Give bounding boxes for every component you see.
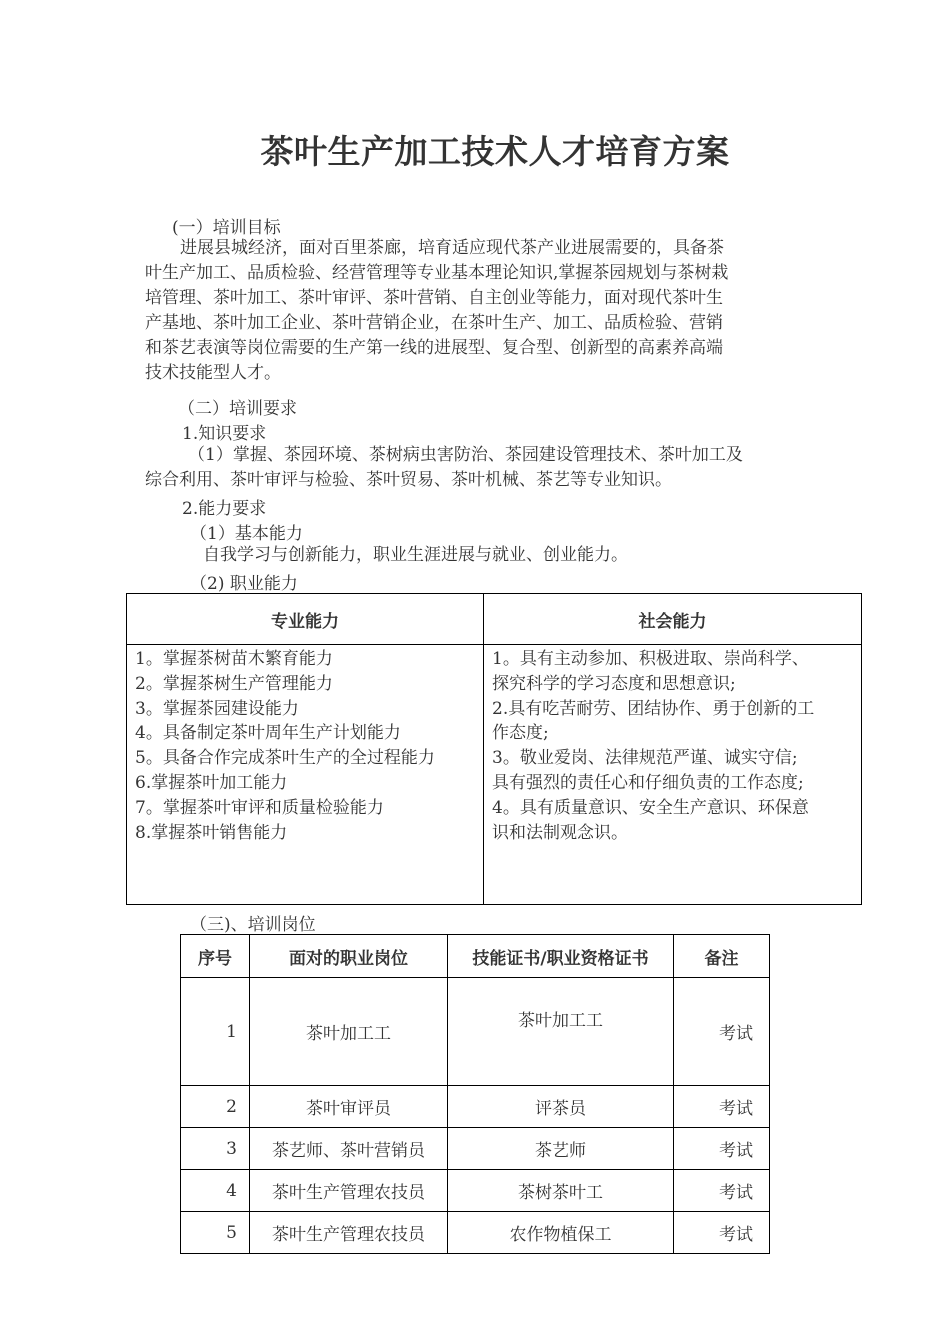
- paragraph-line: 和茶艺表演等岗位需要的生产第一线的进展型、复合型、创新型的高素养高端: [145, 338, 723, 358]
- paragraph-line: 培管理、茶叶加工、茶叶审评、茶叶营销、自主创业等能力，面对现代茶叶生: [145, 288, 723, 308]
- certificate: 茶叶加工工: [448, 978, 674, 1086]
- job-post: 茶叶加工工: [250, 978, 448, 1086]
- table-header: 备注: [674, 935, 770, 978]
- list-item: 2。掌握茶树生产管理能力: [135, 673, 333, 694]
- paragraph-line: 技术技能型人才。: [145, 363, 281, 383]
- subheading-basic-ability: （1）基本能力: [190, 524, 303, 544]
- job-post: 茶叶审评员: [250, 1086, 448, 1128]
- professional-abilities-cell: [127, 645, 484, 905]
- list-item: 3。掌握茶园建设能力: [135, 698, 299, 719]
- certificate: 茶艺师: [448, 1128, 674, 1170]
- paragraph-line: （1）掌握、茶园环境、茶树病虫害防治、茶园建设管理技术、茶叶加工及: [188, 445, 743, 465]
- paragraph-line: 综合利用、茶叶审评与检验、茶叶贸易、茶叶机械、茶艺等专业知识。: [145, 470, 672, 490]
- list-item: 具有强烈的责任心和仔细负责的工作态度;: [492, 772, 804, 793]
- table-header: 技能证书/职业资格证书: [448, 935, 674, 978]
- list-item: 6.掌握茶叶加工能力: [135, 772, 288, 793]
- list-item: 作态度;: [492, 723, 549, 744]
- list-item: 1。具有主动参加、积极进取、崇尚科学、: [492, 649, 809, 669]
- paragraph-line: 产基地、茶叶加工企业、茶叶营销企业，在茶叶生产、加工、品质检验、营销: [145, 313, 723, 333]
- abilities-table: [126, 593, 862, 905]
- table-header: 专业能力: [127, 594, 484, 645]
- table-row: [181, 1212, 770, 1254]
- document-title: 茶叶生产加工技术人才培育方案: [260, 132, 730, 171]
- certificate: 农作物植保工: [448, 1212, 674, 1254]
- note: 考试: [674, 1170, 770, 1212]
- section-heading-training-goal: (一）培训目标: [172, 218, 281, 238]
- row-number: 5: [181, 1212, 250, 1254]
- table-row: [181, 1086, 770, 1128]
- table-header: 序号: [181, 935, 250, 978]
- subheading-ability: 2.能力要求: [182, 499, 267, 519]
- section-heading-training-requirements: （二）培训要求: [178, 399, 297, 419]
- section-heading-training-posts: （三)、培训岗位: [190, 915, 316, 935]
- table-header: 社会能力: [484, 594, 862, 645]
- certificate: 茶树茶叶工: [448, 1170, 674, 1212]
- certificate: 评茶员: [448, 1086, 674, 1128]
- paragraph-line: 自我学习与创新能力，职业生涯进展与就业、创业能力。: [203, 545, 628, 565]
- subheading-professional-ability: （2) 职业能力: [190, 574, 298, 594]
- row-number: 2: [181, 1086, 250, 1128]
- posts-table: [180, 934, 770, 1254]
- table-row: [181, 1170, 770, 1212]
- table-row: [181, 978, 770, 1086]
- job-post: 茶叶生产管理农技员: [250, 1170, 448, 1212]
- row-number: 3: [181, 1128, 250, 1170]
- row-number: 4: [181, 1170, 250, 1212]
- list-item: 识和法制观念识。: [492, 822, 628, 843]
- row-number: 1: [181, 978, 250, 1086]
- table-header: 面对的职业岗位: [250, 935, 448, 978]
- job-post: 茶叶生产管理农技员: [250, 1212, 448, 1254]
- job-post: 茶艺师、茶叶营销员: [250, 1128, 448, 1170]
- list-item: 4。具备制定茶叶周年生产计划能力: [135, 723, 401, 744]
- list-item: 7。掌握茶叶审评和质量检验能力: [135, 797, 384, 818]
- subheading-knowledge: 1.知识要求: [182, 424, 267, 444]
- paragraph-line: 叶生产加工、品质检验、经营管理等专业基本理论知识,掌握茶园规划与茶树栽: [145, 263, 729, 283]
- list-item: 8.掌握茶叶销售能力: [135, 822, 288, 843]
- note: 考试: [674, 1128, 770, 1170]
- list-item: 1。掌握茶树苗木繁育能力: [135, 649, 333, 669]
- note: 考试: [674, 1212, 770, 1254]
- list-item: 探究科学的学习态度和思想意识;: [492, 673, 736, 694]
- list-item: 4。具有质量意识、安全生产意识、环保意: [492, 797, 809, 818]
- table-row: [181, 1128, 770, 1170]
- list-item: 3。敬业爱岗、法律规范严谨、诚实守信;: [492, 748, 798, 769]
- note: 考试: [674, 1086, 770, 1128]
- social-abilities-cell: [484, 645, 862, 905]
- list-item: 5。具备合作完成茶叶生产的全过程能力: [135, 748, 435, 769]
- list-item: 2.具有吃苦耐劳、团结协作、勇于创新的工: [492, 698, 815, 719]
- paragraph-line: 进展县城经济，面对百里茶廊，培育适应现代茶产业进展需要的，具备茶: [180, 238, 724, 258]
- note: 考试: [674, 978, 770, 1086]
